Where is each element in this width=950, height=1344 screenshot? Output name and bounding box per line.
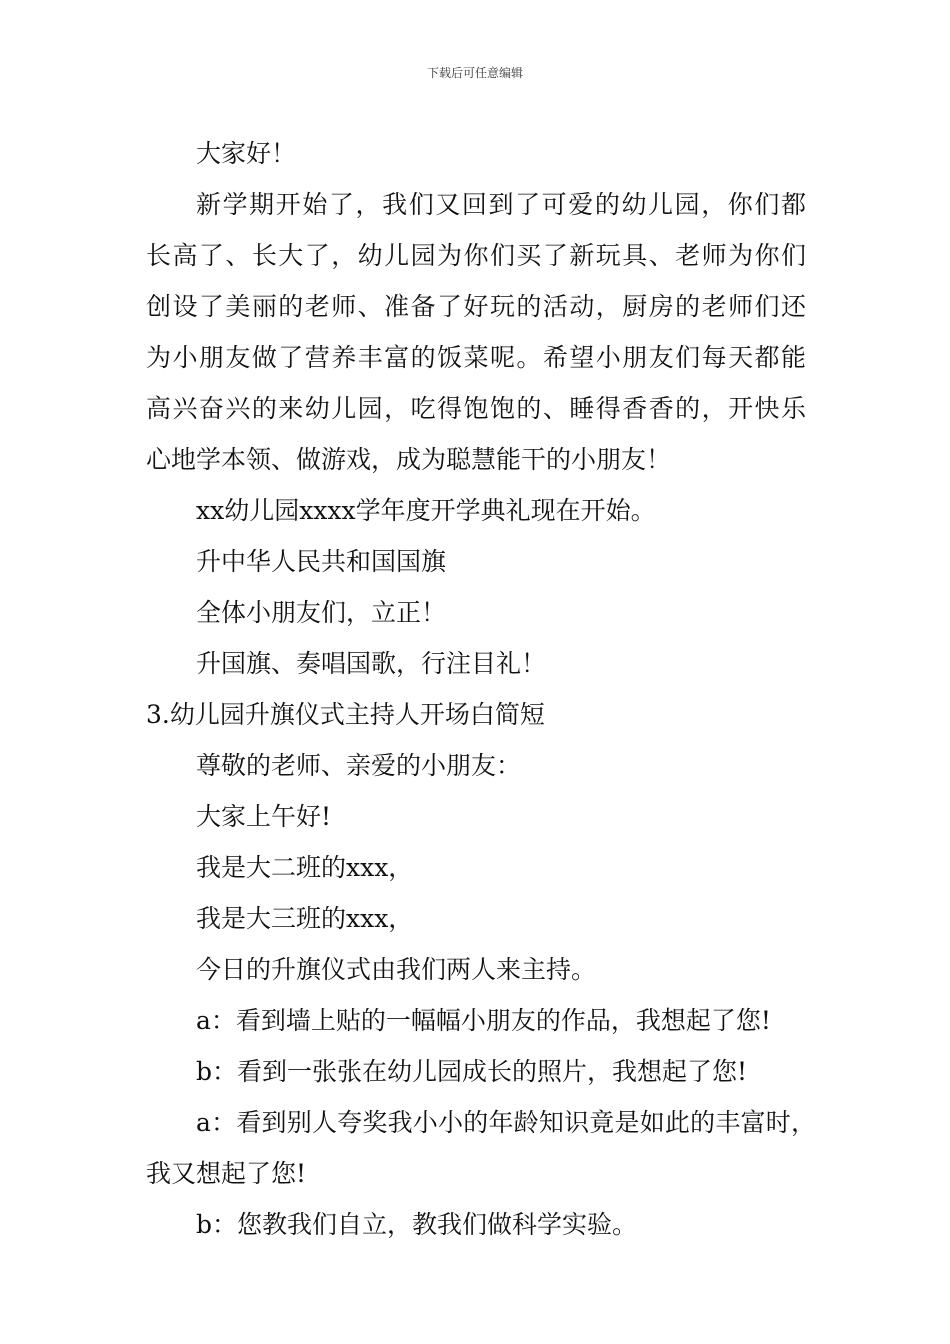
today-line: 今日的升旗仪式由我们两人来主持。 bbox=[196, 955, 597, 984]
intro-line: 长高了、长大了，幼儿园为你们买了新玩具、老师为你们 bbox=[146, 241, 806, 270]
host-a-line: 我是大二班的xxx， bbox=[196, 853, 414, 882]
dialogue-b1: b：看到一张张在幼儿园成长的照片，我想起了您! bbox=[196, 1057, 748, 1086]
dialogue-b2: b：您教我们自立，教我们做科学实验。 bbox=[196, 1210, 638, 1239]
host-b-line: 我是大三班的xxx， bbox=[196, 904, 414, 933]
document-body bbox=[146, 128, 826, 1250]
section-heading: 3.幼儿园升旗仪式主持人开场白简短 bbox=[146, 700, 545, 729]
salute-line: 升国旗、奏唱国歌，行注目礼！ bbox=[196, 649, 547, 678]
dialogue-a2-line: 我又想起了您! bbox=[146, 1159, 307, 1188]
intro-line: 高兴奋兴的来幼儿园，吃得饱饱的、睡得香香的，开快乐 bbox=[146, 394, 806, 423]
dialogue-a2 bbox=[146, 1097, 826, 1199]
page-header: 下载后可任意编辑 bbox=[426, 66, 523, 80]
morning-line: 大家上午好! bbox=[196, 802, 332, 831]
stand-line: 全体小朋友们，立正！ bbox=[196, 598, 447, 627]
intro-line: 心地学本领、做游戏，成为聪慧能干的小朋友！ bbox=[146, 445, 672, 474]
intro-line: 新学期开始了，我们又回到了可爱的幼儿园，你们都 bbox=[196, 190, 806, 219]
greeting: 大家好！ bbox=[196, 139, 297, 168]
intro-line: 创设了美丽的老师、准备了好玩的活动，厨房的老师们还 bbox=[146, 292, 806, 321]
intro-line: 为小朋友做了营养丰富的饭菜呢。希望小朋友们每天都能 bbox=[146, 343, 806, 372]
address-line: 尊敬的老师、亲爱的小朋友： bbox=[196, 751, 522, 780]
dialogue-a1: a：看到墙上贴的一幅幅小朋友的作品，我想起了您! bbox=[196, 1006, 771, 1035]
dialogue-a2-line: a：看到别人夸奖我小小的年龄知识竟是如此的丰富时， bbox=[196, 1108, 816, 1137]
intro-paragraph bbox=[146, 179, 826, 485]
flag-title: 升中华人民共和国国旗 bbox=[196, 547, 447, 576]
announce-line: xx幼儿园xxxx学年度开学典礼现在开始。 bbox=[196, 496, 656, 525]
